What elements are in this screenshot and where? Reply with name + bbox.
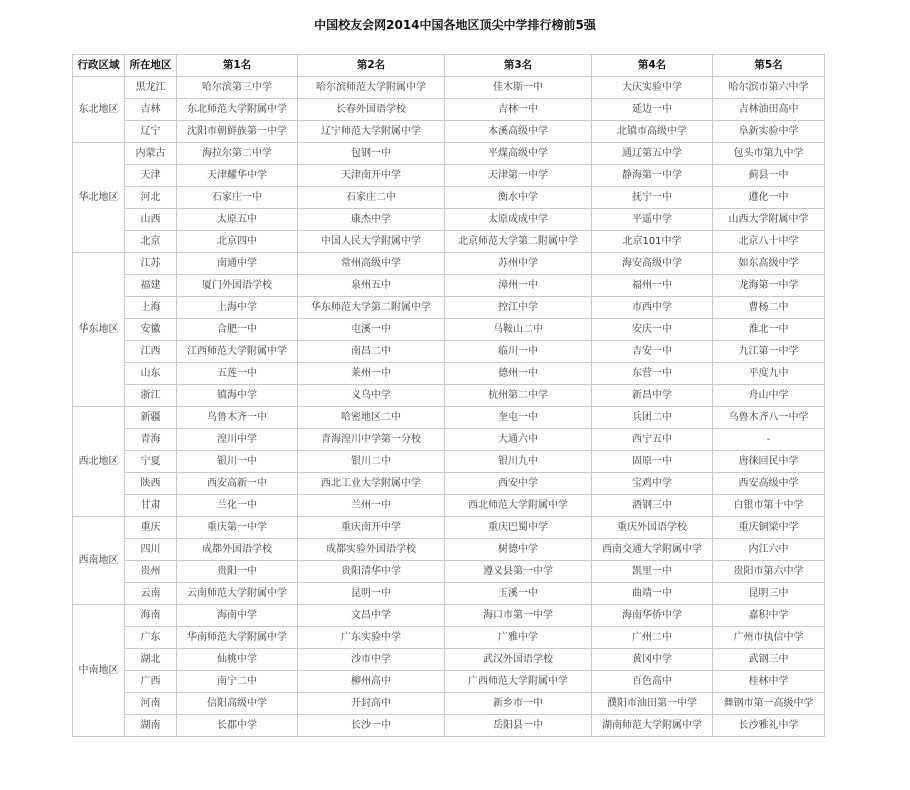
province-cell: 内蒙古 [125, 143, 177, 165]
school-cell-rank-3: 佳木斯一中 [445, 77, 592, 99]
school-cell-rank-5: 龙海第一中学 [713, 275, 825, 297]
province-cell: 四川 [125, 539, 177, 561]
school-cell-rank-2: 中国人民大学附属中学 [298, 231, 445, 253]
province-cell: 湖北 [125, 649, 177, 671]
school-cell-rank-3: 太原成成中学 [445, 209, 592, 231]
school-cell-rank-3: 遵义县第一中学 [445, 561, 592, 583]
school-cell-rank-4: 北镇市高级中学 [592, 121, 713, 143]
table-row [73, 385, 825, 407]
province-cell: 重庆 [125, 517, 177, 539]
school-cell-rank-3: 苏州中学 [445, 253, 592, 275]
school-cell-rank-2: 文昌中学 [298, 605, 445, 627]
province-cell: 山西 [125, 209, 177, 231]
school-cell-rank-5: 如东高级中学 [713, 253, 825, 275]
school-cell-rank-1: 西安高新一中 [177, 473, 298, 495]
school-cell-rank-2: 华东师范大学第二附属中学 [298, 297, 445, 319]
school-cell-rank-5: 淮北一中 [713, 319, 825, 341]
school-cell-rank-1: 长郡中学 [177, 715, 298, 737]
school-cell-rank-3: 控江中学 [445, 297, 592, 319]
school-cell-rank-5: 重庆铜梁中学 [713, 517, 825, 539]
school-cell-rank-5: 贵阳市第六中学 [713, 561, 825, 583]
province-cell: 黑龙江 [125, 77, 177, 99]
header-rank-5: 第5名 [713, 55, 825, 77]
school-cell-rank-3: 广西师范大学附属中学 [445, 671, 592, 693]
table-row [73, 605, 825, 627]
school-cell-rank-4: 平遥中学 [592, 209, 713, 231]
school-cell-rank-2: 成都实验外国语学校 [298, 539, 445, 561]
province-cell: 陕西 [125, 473, 177, 495]
school-cell-rank-3: 西北师范大学附属中学 [445, 495, 592, 517]
school-cell-rank-1: 哈尔滨第三中学 [177, 77, 298, 99]
school-cell-rank-4: 抚宁一中 [592, 187, 713, 209]
table-row [73, 429, 825, 451]
province-cell: 云南 [125, 583, 177, 605]
province-cell: 青海 [125, 429, 177, 451]
school-cell-rank-3: 衡水中学 [445, 187, 592, 209]
school-cell-rank-2: 青海湟川中学第一分校 [298, 429, 445, 451]
school-cell-rank-4: 西宁五中 [592, 429, 713, 451]
province-cell: 福建 [125, 275, 177, 297]
province-cell: 辽宁 [125, 121, 177, 143]
school-cell-rank-1: 北京四中 [177, 231, 298, 253]
school-cell-rank-1: 上海中学 [177, 297, 298, 319]
school-cell-rank-2: 辽宁师范大学附属中学 [298, 121, 445, 143]
school-cell-rank-3: 海口市第一中学 [445, 605, 592, 627]
table-row [73, 539, 825, 561]
province-cell: 新疆 [125, 407, 177, 429]
table-row [73, 517, 825, 539]
school-cell-rank-4: 酒钢三中 [592, 495, 713, 517]
school-cell-rank-3: 银川九中 [445, 451, 592, 473]
ranking-table-body [73, 77, 825, 737]
region-cell: 华东地区 [73, 253, 125, 407]
school-cell-rank-1: 兰化一中 [177, 495, 298, 517]
province-cell: 河北 [125, 187, 177, 209]
school-cell-rank-1: 镇海中学 [177, 385, 298, 407]
table-row [73, 561, 825, 583]
school-cell-rank-5: 遵化一中 [713, 187, 825, 209]
region-cell: 西北地区 [73, 407, 125, 517]
school-cell-rank-4: 新昌中学 [592, 385, 713, 407]
school-cell-rank-4: 广州二中 [592, 627, 713, 649]
school-cell-rank-5: 曹杨二中 [713, 297, 825, 319]
school-cell-rank-2: 昆明一中 [298, 583, 445, 605]
school-cell-rank-2: 石家庄二中 [298, 187, 445, 209]
school-cell-rank-1: 厦门外国语学校 [177, 275, 298, 297]
table-row [73, 275, 825, 297]
header-row [73, 55, 825, 77]
school-cell-rank-1: 仙桃中学 [177, 649, 298, 671]
school-cell-rank-1: 湟川中学 [177, 429, 298, 451]
school-cell-rank-1: 乌鲁木齐一中 [177, 407, 298, 429]
table-row [73, 143, 825, 165]
table-row [73, 649, 825, 671]
school-cell-rank-5: 平度九中 [713, 363, 825, 385]
school-cell-rank-1: 南宁二中 [177, 671, 298, 693]
school-cell-rank-2: 泉州五中 [298, 275, 445, 297]
school-cell-rank-2: 康杰中学 [298, 209, 445, 231]
school-cell-rank-3: 武汉外国语学校 [445, 649, 592, 671]
school-cell-rank-4: 东营一中 [592, 363, 713, 385]
school-cell-rank-5: 北京八十中学 [713, 231, 825, 253]
school-cell-rank-2: 莱州一中 [298, 363, 445, 385]
school-cell-rank-3: 临川一中 [445, 341, 592, 363]
school-cell-rank-1: 银川一中 [177, 451, 298, 473]
school-cell-rank-3: 奎屯一中 [445, 407, 592, 429]
header-province: 所在地区 [125, 55, 177, 77]
table-row [73, 341, 825, 363]
table-row [73, 99, 825, 121]
school-cell-rank-2: 屯溪一中 [298, 319, 445, 341]
school-cell-rank-3: 平煤高级中学 [445, 143, 592, 165]
school-cell-rank-3: 漳州一中 [445, 275, 592, 297]
school-cell-rank-3: 玉溪一中 [445, 583, 592, 605]
school-cell-rank-4: 大庆实验中学 [592, 77, 713, 99]
province-cell: 宁夏 [125, 451, 177, 473]
school-cell-rank-3: 树德中学 [445, 539, 592, 561]
school-cell-rank-4: 安庆一中 [592, 319, 713, 341]
school-cell-rank-1: 成都外国语学校 [177, 539, 298, 561]
school-cell-rank-5: - [713, 429, 825, 451]
school-cell-rank-1: 华南师范大学附属中学 [177, 627, 298, 649]
school-cell-rank-4: 濮阳市油田第一中学 [592, 693, 713, 715]
province-cell: 海南 [125, 605, 177, 627]
school-cell-rank-1: 五莲一中 [177, 363, 298, 385]
school-cell-rank-2: 长沙一中 [298, 715, 445, 737]
province-cell: 广东 [125, 627, 177, 649]
region-cell: 中南地区 [73, 605, 125, 737]
school-cell-rank-2: 沙市中学 [298, 649, 445, 671]
province-cell: 河南 [125, 693, 177, 715]
school-cell-rank-3: 北京师范大学第二附属中学 [445, 231, 592, 253]
school-cell-rank-3: 大通六中 [445, 429, 592, 451]
table-row [73, 165, 825, 187]
school-cell-rank-4: 西南交通大学附属中学 [592, 539, 713, 561]
school-cell-rank-3: 岳阳县一中 [445, 715, 592, 737]
school-cell-rank-2: 银川二中 [298, 451, 445, 473]
school-cell-rank-4: 兵团二中 [592, 407, 713, 429]
table-row [73, 297, 825, 319]
school-cell-rank-1: 太原五中 [177, 209, 298, 231]
table-row [73, 209, 825, 231]
table-row [73, 187, 825, 209]
region-cell: 西南地区 [73, 517, 125, 605]
school-cell-rank-1: 云南师范大学附属中学 [177, 583, 298, 605]
school-cell-rank-4: 通辽第五中学 [592, 143, 713, 165]
table-row [73, 253, 825, 275]
school-cell-rank-4: 市西中学 [592, 297, 713, 319]
school-cell-rank-2: 重庆南开中学 [298, 517, 445, 539]
school-cell-rank-2: 兰州一中 [298, 495, 445, 517]
province-cell: 湖南 [125, 715, 177, 737]
school-cell-rank-4: 海南华侨中学 [592, 605, 713, 627]
school-cell-rank-3: 西安中学 [445, 473, 592, 495]
school-cell-rank-2: 常州高级中学 [298, 253, 445, 275]
table-row [73, 583, 825, 605]
table-row [73, 407, 825, 429]
table-row [73, 495, 825, 517]
school-cell-rank-1: 江西师范大学附属中学 [177, 341, 298, 363]
province-cell: 安徽 [125, 319, 177, 341]
school-cell-rank-5: 内江六中 [713, 539, 825, 561]
school-cell-rank-1: 信阳高级中学 [177, 693, 298, 715]
province-cell: 上海 [125, 297, 177, 319]
header-rank-1: 第1名 [177, 55, 298, 77]
school-cell-rank-5: 吉林油田高中 [713, 99, 825, 121]
province-cell: 广西 [125, 671, 177, 693]
school-cell-rank-1: 重庆第一中学 [177, 517, 298, 539]
school-cell-rank-5: 乌鲁木齐八一中学 [713, 407, 825, 429]
school-cell-rank-2: 包钢一中 [298, 143, 445, 165]
school-cell-rank-3: 广雅中学 [445, 627, 592, 649]
table-row [73, 451, 825, 473]
school-cell-rank-3: 重庆巴蜀中学 [445, 517, 592, 539]
school-cell-rank-5: 武钢三中 [713, 649, 825, 671]
school-cell-rank-5: 舞钢市第一高级中学 [713, 693, 825, 715]
school-cell-rank-5: 白银市第十中学 [713, 495, 825, 517]
table-row [73, 319, 825, 341]
province-cell: 北京 [125, 231, 177, 253]
school-cell-rank-5: 桂林中学 [713, 671, 825, 693]
province-cell: 贵州 [125, 561, 177, 583]
province-cell: 山东 [125, 363, 177, 385]
school-cell-rank-4: 静海第一中学 [592, 165, 713, 187]
school-cell-rank-3: 天津第一中学 [445, 165, 592, 187]
school-cell-rank-4: 福州一中 [592, 275, 713, 297]
school-cell-rank-1: 海南中学 [177, 605, 298, 627]
school-cell-rank-5: 昆明三中 [713, 583, 825, 605]
school-cell-rank-2: 哈尔滨师范大学附属中学 [298, 77, 445, 99]
region-cell: 华北地区 [73, 143, 125, 253]
school-cell-rank-5: 包头市第九中学 [713, 143, 825, 165]
header-region: 行政区域 [73, 55, 125, 77]
region-cell: 东北地区 [73, 77, 125, 143]
school-cell-rank-4: 百色高中 [592, 671, 713, 693]
table-row [73, 627, 825, 649]
school-cell-rank-3: 吉林一中 [445, 99, 592, 121]
table-row [73, 693, 825, 715]
school-cell-rank-4: 宝鸡中学 [592, 473, 713, 495]
header-rank-3: 第3名 [445, 55, 592, 77]
school-cell-rank-5: 九江第一中学 [713, 341, 825, 363]
table-row [73, 671, 825, 693]
header-rank-2: 第2名 [298, 55, 445, 77]
school-cell-rank-2: 贵阳清华中学 [298, 561, 445, 583]
school-cell-rank-5: 舟山中学 [713, 385, 825, 407]
school-cell-rank-1: 海拉尔第二中学 [177, 143, 298, 165]
school-cell-rank-2: 开封高中 [298, 693, 445, 715]
school-cell-rank-4: 北京101中学 [592, 231, 713, 253]
school-cell-rank-5: 山西大学附属中学 [713, 209, 825, 231]
school-cell-rank-4: 吉安一中 [592, 341, 713, 363]
school-cell-rank-1: 东北师范大学附属中学 [177, 99, 298, 121]
table-row [73, 363, 825, 385]
school-cell-rank-4: 固原一中 [592, 451, 713, 473]
school-cell-rank-2: 天津南开中学 [298, 165, 445, 187]
school-cell-rank-5: 嘉积中学 [713, 605, 825, 627]
school-cell-rank-1: 南通中学 [177, 253, 298, 275]
school-cell-rank-4: 湖南师范大学附属中学 [592, 715, 713, 737]
school-cell-rank-1: 天津耀华中学 [177, 165, 298, 187]
header-rank-4: 第4名 [592, 55, 713, 77]
school-cell-rank-2: 哈密地区二中 [298, 407, 445, 429]
school-cell-rank-1: 沈阳市朝鲜族第一中学 [177, 121, 298, 143]
table-row [73, 715, 825, 737]
school-cell-rank-2: 柳州高中 [298, 671, 445, 693]
school-cell-rank-1: 石家庄一中 [177, 187, 298, 209]
school-cell-rank-3: 新乡市一中 [445, 693, 592, 715]
school-cell-rank-3: 马鞍山二中 [445, 319, 592, 341]
school-cell-rank-5: 长沙雅礼中学 [713, 715, 825, 737]
province-cell: 甘肃 [125, 495, 177, 517]
school-cell-rank-2: 长春外国语学校 [298, 99, 445, 121]
table-row [73, 473, 825, 495]
school-cell-rank-2: 西北工业大学附属中学 [298, 473, 445, 495]
province-cell: 吉林 [125, 99, 177, 121]
school-cell-rank-3: 杭州第二中学 [445, 385, 592, 407]
school-cell-rank-2: 广东实验中学 [298, 627, 445, 649]
table-row [73, 231, 825, 253]
table-row [73, 121, 825, 143]
school-cell-rank-1: 合肥一中 [177, 319, 298, 341]
school-cell-rank-2: 义乌中学 [298, 385, 445, 407]
page-title: 中国校友会网2014中国各地区顶尖中学排行榜前5强 [314, 18, 596, 32]
school-cell-rank-5: 西安高级中学 [713, 473, 825, 495]
school-cell-rank-2: 南昌二中 [298, 341, 445, 363]
province-cell: 江西 [125, 341, 177, 363]
school-cell-rank-3: 德州一中 [445, 363, 592, 385]
school-cell-rank-4: 黄冈中学 [592, 649, 713, 671]
school-cell-rank-3: 本溪高级中学 [445, 121, 592, 143]
school-cell-rank-1: 贵阳一中 [177, 561, 298, 583]
school-cell-rank-5: 唐徕回民中学 [713, 451, 825, 473]
province-cell: 浙江 [125, 385, 177, 407]
school-cell-rank-4: 海安高级中学 [592, 253, 713, 275]
province-cell: 江苏 [125, 253, 177, 275]
province-cell: 天津 [125, 165, 177, 187]
school-cell-rank-4: 重庆外国语学校 [592, 517, 713, 539]
school-cell-rank-5: 蓟县一中 [713, 165, 825, 187]
school-cell-rank-4: 曲靖一中 [592, 583, 713, 605]
school-cell-rank-5: 阜新实验中学 [713, 121, 825, 143]
ranking-table [72, 54, 825, 737]
school-cell-rank-4: 延边一中 [592, 99, 713, 121]
school-cell-rank-4: 凯里一中 [592, 561, 713, 583]
table-row [73, 77, 825, 99]
school-cell-rank-5: 广州市执信中学 [713, 627, 825, 649]
school-cell-rank-5: 哈尔滨市第六中学 [713, 77, 825, 99]
